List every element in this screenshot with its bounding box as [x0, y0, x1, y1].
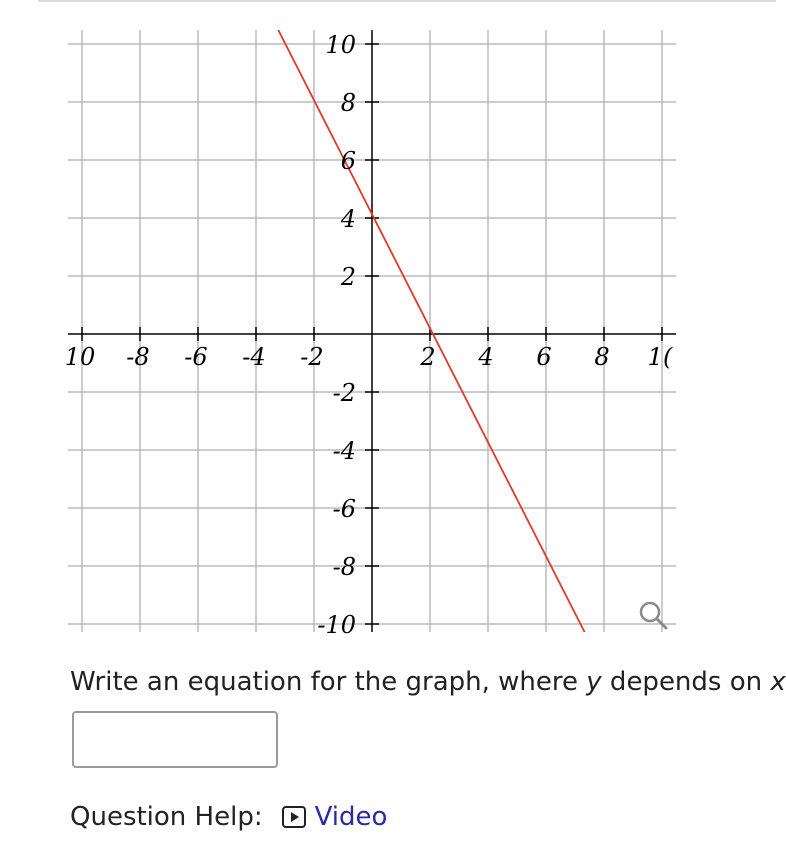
- y-tick-label: 8: [340, 89, 356, 117]
- y-tick-label: -2: [332, 379, 356, 407]
- question-help-label: Question Help:: [70, 802, 263, 832]
- axes: [68, 30, 676, 632]
- y-tick-label: 6: [340, 147, 356, 175]
- x-tick-label: 6: [536, 343, 552, 371]
- y-tick-label: 2: [340, 263, 356, 291]
- y-tick-label: -6: [332, 495, 356, 523]
- x-tick-label: 4: [478, 343, 494, 371]
- y-tick-label: -8: [332, 553, 356, 581]
- question-prompt: Write an equation for the graph, where y depends on x: [70, 667, 786, 697]
- x-tick-label: -2: [300, 343, 324, 371]
- question-help: [70, 802, 387, 832]
- x-tick-label: -6: [184, 343, 208, 371]
- x-tick-label: 1(: [647, 343, 673, 371]
- tick-labels: [65, 31, 673, 639]
- x-tick-label: 2: [420, 343, 436, 371]
- video-link[interactable]: [281, 802, 388, 832]
- y-tick-label: 10: [325, 31, 356, 59]
- y-tick-label: -10: [317, 611, 356, 639]
- magnifier-icon[interactable]: [636, 598, 670, 632]
- answer-input[interactable]: [72, 711, 278, 768]
- video-link-label: Video: [314, 802, 388, 832]
- variable-y: y: [586, 667, 602, 697]
- x-tick-label: 8: [594, 343, 610, 371]
- y-tick-label: 4: [340, 205, 356, 233]
- x-tick-label: -8: [126, 343, 150, 371]
- y-tick-label: -4: [332, 437, 356, 465]
- variable-x: x: [770, 667, 786, 697]
- x-tick-label: 10: [64, 343, 96, 371]
- x-tick-label: -4: [242, 343, 266, 371]
- play-video-icon: [281, 805, 307, 829]
